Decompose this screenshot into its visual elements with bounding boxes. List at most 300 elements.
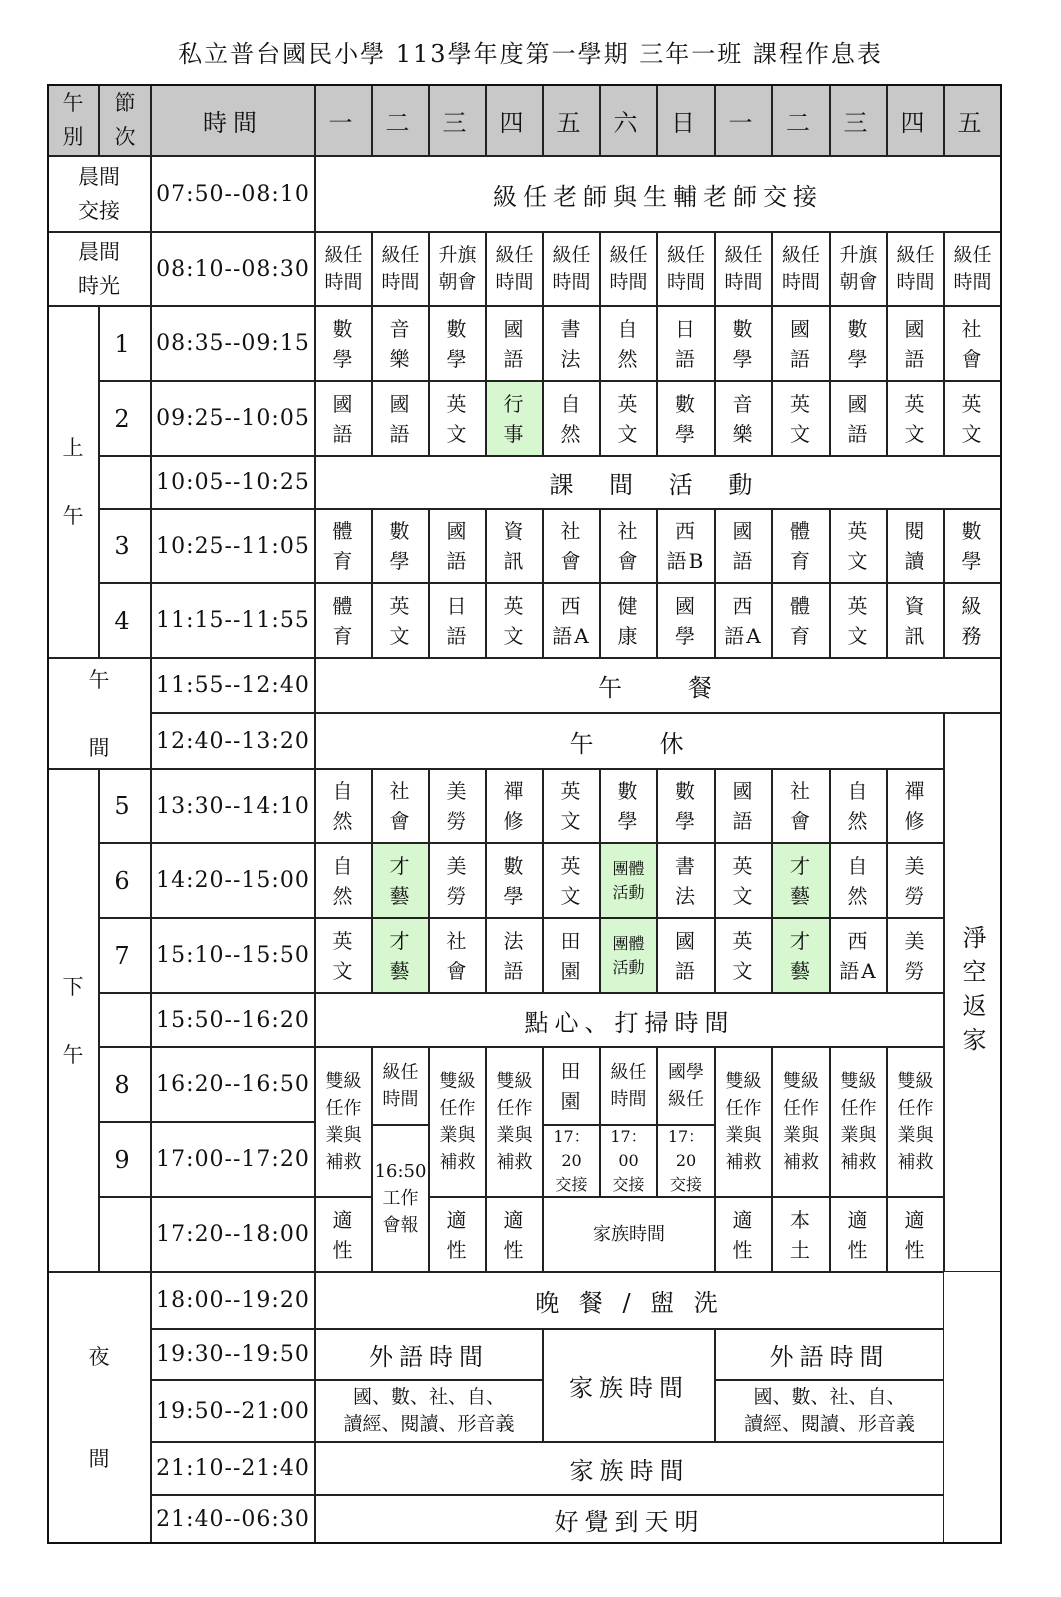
- time-cell: [151, 843, 315, 918]
- band-nap-text: 午 休: [569, 729, 690, 758]
- band-foreign: [715, 1329, 944, 1380]
- time-cell: [151, 232, 315, 306]
- class-cell-text: 英 文: [847, 593, 870, 648]
- time-cell: [151, 456, 315, 509]
- class-cell-text: 數 學: [503, 853, 526, 908]
- header-day: [657, 84, 715, 156]
- time-cell-text: 11:15--11:55: [156, 608, 310, 633]
- time-cell-text: 12:40--13:20: [156, 728, 310, 754]
- label-morning-time-text: 晨間 時光: [78, 240, 120, 298]
- after-school-family: [543, 1197, 715, 1272]
- class-cell: [372, 583, 429, 658]
- time-cell: [151, 658, 315, 713]
- class-cell-text: 美 勞: [446, 853, 469, 908]
- class-cell-text: 國 語: [332, 391, 355, 446]
- after-school-cell-text: 級任 時間: [382, 1062, 419, 1110]
- morning-time-cell-text: 級任 時間: [495, 244, 534, 293]
- go-home-cell-text: 淨空返家: [958, 924, 986, 1061]
- time-cell: [151, 1380, 315, 1442]
- after-school-cell-text: 雙級 任作 業與 補救: [783, 1071, 819, 1173]
- after-school-cell: [543, 1047, 600, 1125]
- time-cell-text: 21:40--06:30: [156, 1507, 310, 1532]
- header-day: [315, 84, 372, 156]
- period-number: [99, 1047, 151, 1122]
- after-school-cell-text: 雙級 任作 業與 補救: [496, 1071, 533, 1173]
- class-cell: [600, 381, 657, 456]
- time-cell: [151, 1495, 315, 1544]
- class-cell-text: 英 文: [790, 391, 812, 446]
- time-cell: [151, 918, 315, 993]
- class-cell: [772, 509, 830, 583]
- morning-time-cell-text: 級任 時間: [552, 244, 591, 293]
- class-cell-text: 法 語: [503, 928, 526, 983]
- label-noon-text: 午 間: [88, 667, 110, 760]
- class-cell: [715, 306, 772, 381]
- class-cell-text: 書 法: [675, 853, 697, 908]
- class-cell-text: 才 藝: [389, 928, 412, 983]
- class-cell-text: 自 然: [560, 391, 583, 446]
- after-school-cell: [830, 1047, 887, 1197]
- class-cell-text: 國 語: [446, 519, 469, 573]
- label-pm: [47, 769, 99, 1272]
- class-cell: [600, 306, 657, 381]
- class-cell: [772, 306, 830, 381]
- period-number: [99, 509, 151, 583]
- band-family-evening: [543, 1329, 715, 1442]
- class-cell: [772, 381, 830, 456]
- class-cell: [315, 583, 372, 658]
- header-day-text: 一: [328, 108, 359, 137]
- period-number: [99, 993, 151, 1047]
- class-cell-text: 國 語: [503, 316, 526, 371]
- class-cell-text: 英 文: [332, 928, 355, 983]
- morning-time-cell-text: 升旗 朝會: [839, 244, 878, 293]
- class-cell: [372, 381, 429, 456]
- class-cell: [657, 769, 715, 843]
- class-cell-text: 體 育: [790, 519, 812, 573]
- class-cell-text: 社 會: [446, 928, 469, 983]
- class-cell: [372, 843, 429, 918]
- morning-time-cell: [715, 232, 772, 306]
- period-number-text: 1: [114, 329, 136, 358]
- class-cell: [772, 583, 830, 658]
- morning-time-cell: [772, 232, 830, 306]
- after-school-cell: [486, 1197, 543, 1272]
- time-cell-text: 08:10--08:30: [156, 256, 310, 282]
- after-school-family-text: 家族時間: [593, 1224, 665, 1245]
- header-day-text: 六: [613, 108, 644, 137]
- label-night-text: 夜 間: [88, 1345, 110, 1471]
- morning-time-cell-text: 級任 時間: [781, 244, 820, 293]
- class-cell-text: 數 學: [732, 316, 755, 371]
- period-number-text: 7: [114, 941, 136, 970]
- after-school-cell: [543, 1125, 600, 1197]
- period-number-text: 9: [114, 1145, 136, 1174]
- header-day-text: 四: [499, 108, 530, 137]
- class-cell: [315, 918, 372, 993]
- morning-time-cell-text: 級任 時間: [324, 244, 363, 293]
- class-cell-text: 閱 讀: [904, 519, 927, 573]
- class-cell-text: 英 文: [732, 853, 755, 908]
- period-number-text: 5: [114, 792, 136, 820]
- class-cell: [315, 843, 372, 918]
- class-cell: [543, 583, 600, 658]
- class-cell-text: 國 語: [675, 928, 697, 983]
- class-cell-text: 才 藝: [790, 853, 812, 908]
- band-foreign-text: 外語時間: [769, 1343, 890, 1371]
- after-school-cell-text: 雙級 任作 業與 補救: [325, 1071, 362, 1173]
- time-cell-text: 21:10--21:40: [156, 1456, 310, 1481]
- period-number-text: 4: [114, 606, 136, 635]
- band-review: [315, 1380, 543, 1442]
- morning-time-cell: [543, 232, 600, 306]
- time-cell: [151, 583, 315, 658]
- time-cell-text: 07:50--08:10: [156, 181, 310, 207]
- after-school-cell-text: 適 性: [503, 1207, 526, 1262]
- page-title: 私立普台國民小學 113學年度第一學期 三年一班 課程作息表: [178, 40, 883, 68]
- after-school-cell: [715, 1197, 772, 1272]
- class-cell: [830, 843, 887, 918]
- time-cell-text: 11:55--12:40: [156, 673, 310, 698]
- after-school-cell-text: 17：20 交接: [553, 1127, 590, 1194]
- label-am: [47, 306, 99, 658]
- class-cell-text: 社 會: [617, 519, 640, 573]
- header-day-text: 五: [556, 108, 587, 137]
- class-cell-text: 數 學: [617, 779, 640, 833]
- class-cell: [372, 306, 429, 381]
- after-school-cell-text: 雙級 任作 業與 補救: [725, 1071, 762, 1173]
- after-school-cell: [600, 1047, 657, 1125]
- class-cell-text: 國 語: [904, 316, 927, 371]
- after-school-cell: [715, 1047, 772, 1197]
- class-cell: [315, 381, 372, 456]
- class-cell: [429, 918, 486, 993]
- header-day: [486, 84, 543, 156]
- morning-time-cell: [315, 232, 372, 306]
- after-school-cell: [372, 1125, 429, 1272]
- time-cell: [151, 1442, 315, 1495]
- time-cell-text: 19:50--21:00: [156, 1398, 310, 1424]
- morning-time-cell-text: 級任 時間: [381, 244, 420, 293]
- time-cell-text: 08:35--09:15: [156, 331, 310, 356]
- class-cell: [486, 509, 543, 583]
- band-family-evening-text: 家族時間: [569, 1374, 689, 1402]
- class-cell-text: 行 事: [503, 391, 526, 446]
- time-cell: [151, 1272, 315, 1329]
- header-day-text: 二: [786, 108, 816, 137]
- time-cell-text: 13:30--14:10: [156, 793, 310, 819]
- go-home-cell: [944, 713, 1001, 1272]
- period-number: [99, 583, 151, 658]
- class-cell-text: 數 學: [675, 391, 697, 446]
- class-cell-text: 體 育: [332, 519, 355, 573]
- class-cell: [887, 918, 944, 993]
- morning-time-cell-text: 級任 時間: [666, 244, 705, 293]
- header-day: [372, 84, 429, 156]
- header-day-text: 三: [843, 108, 874, 137]
- class-cell-text: 西 語A: [724, 593, 763, 648]
- class-cell: [486, 769, 543, 843]
- class-cell-text: 英 文: [560, 853, 583, 908]
- class-cell-text: 英 文: [847, 519, 870, 573]
- class-cell: [543, 509, 600, 583]
- class-cell: [429, 769, 486, 843]
- after-school-cell-text: 田 園: [560, 1059, 583, 1113]
- period-number-text: 2: [114, 404, 136, 433]
- class-cell-text: 團體 活動: [612, 933, 645, 977]
- after-school-cell: [887, 1197, 944, 1272]
- class-cell: [372, 769, 429, 843]
- period-number: [99, 381, 151, 456]
- header-period-no-text: 節 次: [114, 91, 136, 149]
- period-number: [99, 306, 151, 381]
- class-cell: [372, 509, 429, 583]
- header-day: [887, 84, 944, 156]
- class-cell-text: 自 然: [847, 853, 870, 908]
- class-cell: [657, 509, 715, 583]
- class-cell: [657, 918, 715, 993]
- time-cell: [151, 306, 315, 381]
- class-cell-text: 日 語: [446, 593, 469, 648]
- class-cell: [543, 306, 600, 381]
- label-morning-handover: [47, 156, 151, 232]
- class-cell-text: 書 法: [560, 316, 583, 371]
- label-pm-text: 下 午: [62, 974, 84, 1067]
- class-cell-text: 數 學: [675, 779, 697, 833]
- class-cell-text: 日 語: [675, 316, 697, 371]
- morning-time-cell: [944, 232, 1001, 306]
- class-cell-text: 英 文: [446, 391, 469, 446]
- class-cell: [715, 918, 772, 993]
- class-cell-text: 英 文: [503, 593, 526, 648]
- class-cell-text: 國 語: [732, 779, 755, 833]
- class-cell: [429, 381, 486, 456]
- time-cell-text: 14:20--15:00: [156, 868, 310, 893]
- class-cell: [830, 306, 887, 381]
- class-cell: [944, 381, 1001, 456]
- header-day-text: 一: [728, 108, 759, 137]
- class-cell: [486, 583, 543, 658]
- header-time-text: 時間: [203, 108, 263, 137]
- time-cell-text: 17:20--18:00: [156, 1222, 310, 1247]
- class-cell-text: 才 藝: [790, 928, 812, 983]
- class-cell: [830, 583, 887, 658]
- label-am-text: 上 午: [62, 436, 84, 528]
- band-nap: [315, 713, 944, 769]
- header-day: [429, 84, 486, 156]
- class-cell-text: 體 育: [332, 593, 355, 648]
- band-foreign-text: 外語時間: [369, 1343, 489, 1371]
- class-cell: [887, 381, 944, 456]
- after-school-cell: [600, 1125, 657, 1197]
- class-cell: [486, 843, 543, 918]
- morning-time-cell: [486, 232, 543, 306]
- class-cell-text: 自 然: [847, 779, 870, 833]
- header-day: [830, 84, 887, 156]
- class-cell: [543, 843, 600, 918]
- morning-time-cell-text: 級任 時間: [896, 244, 935, 293]
- header-day: [715, 84, 772, 156]
- class-cell: [830, 918, 887, 993]
- class-cell-text: 自 然: [332, 779, 355, 833]
- time-cell: [151, 769, 315, 843]
- band-lunch-text: 午 餐: [598, 674, 718, 702]
- class-cell: [772, 843, 830, 918]
- after-school-cell: [429, 1047, 486, 1197]
- band-review-text: 國、數、社、自、 讀經、閱讀、形音義: [743, 1386, 915, 1435]
- class-cell-text: 級 務: [961, 593, 984, 648]
- class-cell-text: 英 文: [961, 391, 984, 446]
- after-school-cell: [657, 1047, 715, 1125]
- class-cell-text: 美 勞: [904, 928, 927, 983]
- class-cell-text: 英 文: [617, 391, 640, 446]
- band-cell: [315, 456, 1001, 509]
- after-school-cell: [315, 1197, 372, 1272]
- class-cell: [657, 381, 715, 456]
- class-cell: [715, 843, 772, 918]
- class-cell: [887, 843, 944, 918]
- time-cell-text: 09:25--10:05: [156, 406, 310, 431]
- class-cell-text: 國 語: [732, 519, 755, 573]
- time-cell-text: 16:20--16:50: [156, 1072, 310, 1097]
- class-cell-text: 體 育: [790, 593, 812, 648]
- class-cell-text: 英 文: [560, 779, 583, 833]
- class-cell-text: 音 樂: [389, 316, 412, 371]
- header-day-text: 四: [900, 108, 931, 137]
- class-cell-text: 數 學: [332, 316, 355, 371]
- morning-time-cell: [830, 232, 887, 306]
- class-cell-text: 音 樂: [732, 391, 755, 446]
- time-cell-text: 17:00--17:20: [156, 1147, 310, 1172]
- class-cell: [543, 769, 600, 843]
- after-school-cell-text: 17：00 交接: [610, 1127, 647, 1194]
- class-cell-text: 西 語A: [552, 593, 591, 648]
- label-morning-time: [47, 232, 151, 306]
- label-night: [47, 1272, 151, 1544]
- class-cell: [429, 306, 486, 381]
- class-cell-text: 禪 修: [904, 779, 927, 833]
- time-cell: [151, 1047, 315, 1122]
- class-cell-text: 禪 修: [503, 779, 526, 833]
- class-cell: [887, 769, 944, 843]
- class-cell: [944, 583, 1001, 658]
- header-day: [944, 84, 1001, 156]
- period-number: [99, 456, 151, 509]
- after-school-cell: [486, 1047, 543, 1197]
- class-cell: [543, 381, 600, 456]
- band-review: [715, 1380, 944, 1442]
- after-school-cell-text: 適 性: [732, 1207, 755, 1262]
- after-school-cell-text: 適 性: [847, 1207, 870, 1262]
- morning-time-cell-text: 級任 時間: [953, 244, 992, 293]
- time-cell-text: 18:00--19:20: [156, 1288, 310, 1313]
- class-cell-text: 社 會: [389, 779, 412, 833]
- time-cell: [151, 381, 315, 456]
- header-period-no: [99, 84, 151, 156]
- label-morning-handover-text: 晨間 交接: [78, 165, 120, 223]
- header-day: [543, 84, 600, 156]
- after-school-cell-text: 適 性: [904, 1207, 927, 1262]
- time-cell-text: 10:25--11:05: [156, 533, 310, 559]
- after-school-cell: [772, 1047, 830, 1197]
- morning-time-cell: [600, 232, 657, 306]
- class-cell: [772, 918, 830, 993]
- after-school-cell-text: 17：20 交接: [667, 1127, 705, 1194]
- header-period-type-text: 午 別: [62, 91, 84, 149]
- period-number: [99, 1197, 151, 1272]
- after-school-cell-text: 雙級 任作 業與 補救: [840, 1071, 877, 1173]
- period-number-text: 8: [114, 1070, 136, 1099]
- morning-time-cell: [657, 232, 715, 306]
- class-cell-text: 社 會: [790, 779, 812, 833]
- after-school-cell: [830, 1197, 887, 1272]
- header-day-text: 五: [957, 108, 988, 137]
- label-noon: [47, 658, 151, 769]
- class-cell: [657, 843, 715, 918]
- class-cell: [830, 769, 887, 843]
- after-school-cell-text: 適 性: [332, 1207, 355, 1262]
- class-cell-text: 才 藝: [389, 853, 412, 908]
- class-cell-text: 健 康: [617, 593, 640, 648]
- period-number: [99, 918, 151, 993]
- morning-time-cell-text: 級任 時間: [609, 244, 648, 293]
- time-cell: [151, 1197, 315, 1272]
- time-cell: [151, 156, 315, 232]
- class-cell: [887, 583, 944, 658]
- band-sleep: [315, 1495, 944, 1544]
- time-cell: [151, 1329, 315, 1380]
- class-cell: [887, 306, 944, 381]
- header-day-text: 三: [442, 108, 473, 137]
- time-cell-text: 15:10--15:50: [156, 943, 310, 968]
- band-snack-text: 點心、打掃時間: [524, 1008, 735, 1037]
- class-cell-text: 英 文: [904, 391, 927, 446]
- class-cell-text: 數 學: [847, 316, 870, 371]
- class-cell: [715, 769, 772, 843]
- time-cell-text: 19:30--19:50: [156, 1342, 310, 1367]
- header-day-text: 二: [385, 108, 416, 137]
- class-cell: [715, 509, 772, 583]
- time-cell-text: 10:05--10:25: [156, 470, 310, 495]
- class-cell: [772, 769, 830, 843]
- class-cell-text: 田 園: [560, 928, 583, 983]
- band-foreign: [315, 1329, 543, 1380]
- band-cell-text: 課 間 活 動: [549, 471, 767, 499]
- class-cell: [657, 583, 715, 658]
- class-cell-text: 自 然: [332, 853, 355, 908]
- period-number: [99, 769, 151, 843]
- class-cell: [830, 509, 887, 583]
- period-number-text: 3: [114, 532, 136, 560]
- class-cell: [600, 769, 657, 843]
- after-school-cell-text: 國學 級任: [668, 1062, 704, 1110]
- after-school-cell: [657, 1125, 715, 1197]
- header-day: [772, 84, 830, 156]
- band-dinner: [315, 1272, 944, 1329]
- class-cell: [600, 509, 657, 583]
- class-cell: [715, 583, 772, 658]
- class-cell: [600, 583, 657, 658]
- morning-time-cell: [887, 232, 944, 306]
- class-cell: [429, 583, 486, 658]
- class-cell-text: 數 學: [446, 316, 469, 371]
- band-sleep-text: 好覺到天明: [554, 1508, 705, 1536]
- class-cell: [372, 918, 429, 993]
- morning-time-cell: [429, 232, 486, 306]
- class-cell-text: 數 學: [389, 519, 412, 573]
- class-cell: [315, 769, 372, 843]
- header-day-text: 日: [671, 108, 701, 137]
